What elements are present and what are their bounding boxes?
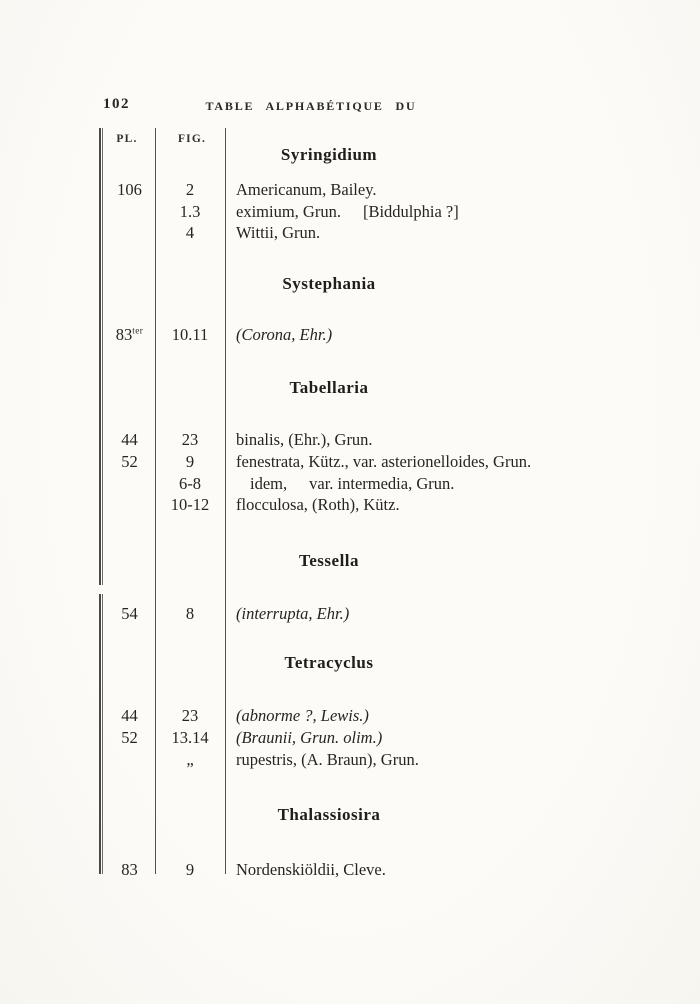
fig-cell: 9 bbox=[185, 452, 195, 471]
pl-cell: $83^{ter}$ bbox=[115, 325, 144, 344]
fig-cell: 1.3 bbox=[179, 202, 201, 221]
species-name: Nordenskiöldii, Cleve. bbox=[236, 860, 386, 879]
species-note: var. intermedia, Grun. bbox=[309, 474, 455, 493]
table-row bbox=[0, 860, 700, 882]
plate-superscript: ter bbox=[132, 325, 144, 336]
table-row bbox=[0, 706, 700, 728]
section-heading: Systephania bbox=[282, 274, 376, 293]
species-name: fenestrata, Kütz., var. asterionelloides, Grun. bbox=[236, 452, 532, 471]
fig-cell: 9 bbox=[185, 860, 195, 879]
section-heading: Tabellaria bbox=[289, 378, 369, 397]
table-row bbox=[0, 430, 700, 452]
pl-cell: 83 bbox=[121, 860, 138, 879]
species-name: eximium, Grun. [Biddulphia ?] bbox=[236, 202, 459, 221]
table-row bbox=[0, 604, 700, 626]
fig-cell: 10-12 bbox=[170, 495, 210, 514]
table-row bbox=[0, 474, 700, 496]
ditto-mark: „ bbox=[186, 750, 194, 769]
table-row bbox=[0, 202, 700, 224]
table-row bbox=[0, 180, 700, 202]
page-number: 102 bbox=[103, 96, 130, 112]
fig-cell: 23 bbox=[181, 430, 199, 449]
species-name: Wittii, Grun. bbox=[236, 223, 321, 242]
fig-cell: 8 bbox=[185, 604, 195, 623]
species-name: binalis, (Ehr.), Grun. bbox=[236, 430, 373, 449]
species-name: (interrupta, Ehr.) bbox=[236, 604, 350, 623]
table-row bbox=[0, 452, 700, 474]
pl-cell: 44 bbox=[121, 430, 138, 449]
species-name: (abnorme ?, Lewis.) bbox=[236, 706, 369, 725]
fig-cell: 10.11 bbox=[171, 325, 209, 344]
fig-cell: 6-8 bbox=[179, 474, 201, 493]
species-name: (Braunii, Grun. olim.) bbox=[236, 728, 383, 747]
section-heading: Tetracyclus bbox=[284, 653, 374, 672]
fig-cell: 2 bbox=[185, 180, 195, 199]
pl-cell: 54 bbox=[121, 604, 138, 623]
section-heading: Tessella bbox=[298, 551, 360, 570]
pl-cell: 106 bbox=[117, 180, 142, 199]
table-row bbox=[0, 728, 700, 750]
column-header-fig: FIG. bbox=[177, 133, 207, 145]
species-note: [Biddulphia ?] bbox=[362, 202, 459, 221]
species-name: Americanum, Bailey. bbox=[236, 180, 377, 199]
table-row bbox=[0, 223, 700, 245]
table-row bbox=[0, 495, 700, 517]
species-name: flocculosa, (Roth), Kütz. bbox=[236, 495, 400, 514]
column-header-pl: PL. bbox=[116, 133, 138, 145]
pl-cell: 52 bbox=[121, 452, 138, 471]
species-name: rupestris, (A. Braun), Grun. bbox=[236, 750, 419, 769]
pl-cell: 52 bbox=[121, 728, 138, 747]
fig-cell: 4 bbox=[185, 223, 195, 242]
table-row bbox=[0, 325, 700, 347]
section-heading: Syringidium bbox=[280, 145, 378, 164]
fig-cell: 23 bbox=[181, 706, 199, 725]
species-name: (Corona, Ehr.) bbox=[236, 325, 333, 344]
species-name: idem, var. intermedia, Grun. bbox=[250, 474, 455, 493]
table-row bbox=[0, 750, 700, 772]
running-head: TABLE ALPHABÉTIQUE DU bbox=[205, 99, 417, 113]
section-heading: Thalassiosira bbox=[277, 805, 381, 824]
fig-cell: 13.14 bbox=[171, 728, 209, 747]
pl-cell: 44 bbox=[121, 706, 138, 725]
